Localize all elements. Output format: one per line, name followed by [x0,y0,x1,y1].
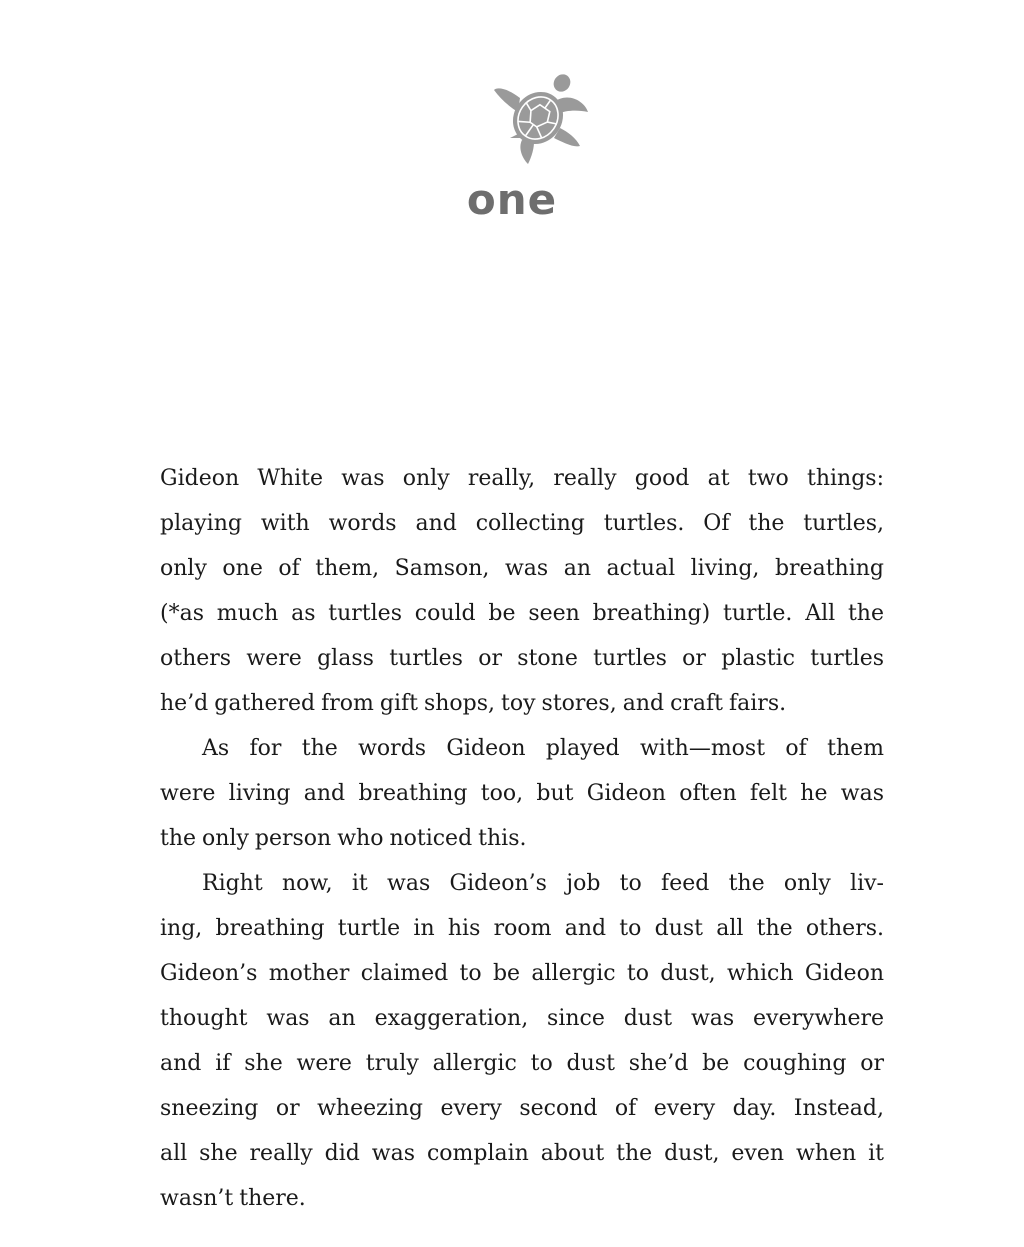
paragraph-3 [160,861,884,1221]
text-line: were living and breathing too, but Gideon often felt he was [160,781,884,806]
chapter-body [160,456,884,1221]
paragraph-1 [160,456,884,726]
text-line: wasn’t there. [160,1186,306,1211]
text-line: Right now, it was Gideon’s job to feed the only liv- [202,871,884,896]
sea-turtle-icon [492,72,592,167]
text-line: (*as much as turtles could be seen breathing) turtle. All the [160,601,884,626]
text-line: Gideon White was only really, really good at two things: [160,466,884,491]
paragraph-2 [160,726,884,861]
text-line: the only person who noticed this. [160,826,527,851]
text-line: As for the words Gideon played with—most of them [202,736,884,761]
text-line: Gideon’s mother claimed to be allergic to dust, which Gideon [160,961,884,986]
text-line: only one of them, Samson, was an actual living, breathing [160,556,884,581]
chapter-title: one [466,175,558,224]
text-line: playing with words and collecting turtles. Of the turtles, [160,511,884,536]
text-line: all she really did was complain about the dust, even when it [160,1141,884,1166]
text-line: and if she were truly allergic to dust she’d be coughing or [160,1051,884,1076]
text-line: ing, breathing turtle in his room and to dust all the others. [160,916,884,941]
text-line: he’d gathered from gift shops, toy stores, and craft fairs. [160,691,787,716]
text-line: thought was an exaggeration, since dust was everywhere [160,1006,884,1031]
text-line: sneezing or wheezing every second of every day. Instead, [160,1096,884,1121]
text-line: others were glass turtles or stone turtles or plastic turtles [160,646,884,671]
